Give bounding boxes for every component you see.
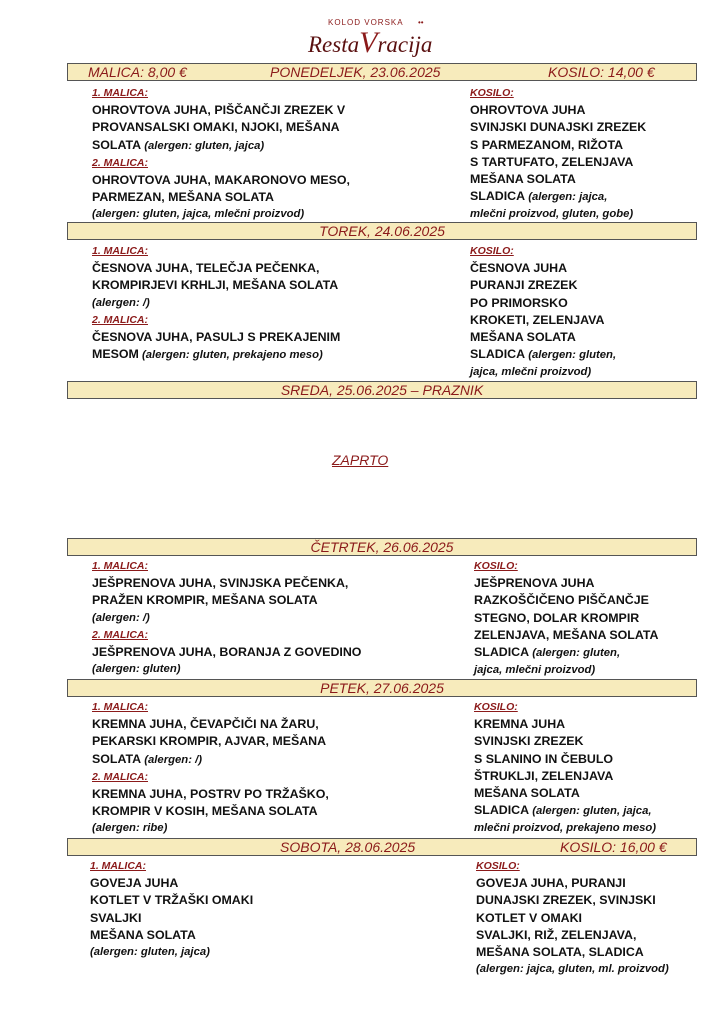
menu-line: PURANJI ZREZEK bbox=[470, 278, 578, 293]
allergen-note: (alergen: jajca, gluten, ml. proizvod) bbox=[476, 963, 669, 976]
allergen-note: mlečni proizvod, gluten, gobe) bbox=[470, 208, 634, 221]
allergen-note: (alergen: gluten, bbox=[529, 647, 621, 660]
day-title: PONEDELJEK, 23.06.2025 bbox=[270, 64, 441, 80]
meal-heading: 2. MALICA: bbox=[92, 156, 148, 169]
menu-line: JEŠPRENOVA JUHA, SVINJSKA PEČENKA, bbox=[92, 576, 349, 591]
menu-line: S TARTUFATO, ZELENJAVA bbox=[470, 154, 634, 169]
allergen-note: (alergen: /) bbox=[92, 611, 150, 624]
day-title: SOBOTA, 28.06.2025 bbox=[280, 839, 416, 855]
meal-heading: 2. MALICA: bbox=[92, 770, 148, 783]
menu-line bbox=[92, 137, 350, 155]
allergen-note: jajca, mlečni proizvod) bbox=[470, 366, 592, 379]
closed-notice: ZAPRTO bbox=[332, 452, 389, 468]
menu-line: ČESNOVA JUHA bbox=[470, 261, 568, 276]
day-title: SREDA, 25.06.2025 – PRAZNIK bbox=[280, 382, 484, 398]
menu-line: SVINJSKI ZREZEK bbox=[474, 734, 584, 749]
day-title: TOREK, 24.06.2025 bbox=[319, 223, 445, 239]
malica-price: MALICA: 8,00 € bbox=[88, 64, 187, 80]
restaurant-logo bbox=[306, 14, 436, 59]
saturday-kosilo-column bbox=[476, 858, 669, 978]
friday-kosilo-column bbox=[474, 699, 656, 838]
menu-line bbox=[470, 346, 616, 364]
menu-line: PROVANSALSKI OMAKI, NJOKI, MEŠANA bbox=[92, 120, 340, 135]
menu-line: JEŠPRENOVA JUHA bbox=[474, 576, 595, 591]
day-header-wednesday bbox=[67, 381, 697, 399]
menu-line-text: SLADICA bbox=[470, 189, 526, 204]
menu-line: KOTLET V TRŽAŠKI OMAKI bbox=[90, 893, 254, 908]
meal-heading: KOSILO: bbox=[474, 701, 518, 713]
menu-line: SVALJKI, RIŽ, ZELENJAVA, bbox=[476, 927, 637, 942]
allergen-note: (alergen: gluten, prekajeno meso) bbox=[138, 349, 323, 362]
allergen-note: (alergen: /) bbox=[92, 296, 150, 309]
tuesday-malica-column bbox=[92, 243, 340, 364]
menu-line: ŠTRUKLJI, ZELENJAVA bbox=[474, 768, 614, 783]
meal-heading: KOSILO: bbox=[474, 560, 518, 572]
menu-line: OHROVTOVA JUHA bbox=[470, 103, 586, 118]
menu-line: KREMNA JUHA bbox=[474, 717, 566, 732]
allergen-note: (alergen: gluten, jajca, mlečni proizvod) bbox=[92, 208, 305, 221]
allergen-note: (alergen: ribe) bbox=[92, 822, 168, 835]
allergen-note: (alergen: gluten, jajca, bbox=[529, 805, 652, 818]
menu-line: OHROVTOVA JUHA, PIŠČANČJI ZREZEK V bbox=[92, 103, 346, 118]
day-header-friday bbox=[67, 679, 697, 697]
allergen-note: (alergen: gluten, jajca) bbox=[141, 139, 265, 152]
meal-heading: 1. MALICA: bbox=[92, 87, 148, 99]
meal-heading: 1. MALICA: bbox=[92, 701, 148, 713]
menu-line: KOTLET V OMAKI bbox=[476, 910, 583, 925]
allergen-note: (alergen: jajca, bbox=[525, 191, 608, 204]
meal-heading: KOSILO: bbox=[470, 87, 514, 99]
day-title: ČETRTEK, 26.06.2025 bbox=[310, 539, 454, 555]
menu-line-text: SLADICA bbox=[470, 347, 526, 362]
menu-line: MEŠANA SOLATA bbox=[474, 786, 580, 801]
menu-line: RAZKOŠČIČENO PIŠČANČJE bbox=[474, 593, 649, 608]
menu-line: ČESNOVA JUHA, PASULJ S PREKAJENIM bbox=[92, 330, 341, 345]
meal-heading: 2. MALICA: bbox=[92, 313, 148, 326]
saturday-malica-column bbox=[90, 858, 253, 961]
kosilo-price: KOSILO: 16,00 € bbox=[560, 839, 667, 855]
menu-line: KROMPIR V KOSIH, MEŠANA SOLATA bbox=[92, 804, 318, 819]
menu-line: GOVEJA JUHA bbox=[90, 876, 179, 891]
day-header-saturday bbox=[67, 838, 697, 856]
menu-line: PARMEZAN, MEŠANA SOLATA bbox=[92, 190, 274, 205]
day-header-monday bbox=[67, 63, 697, 81]
menu-line-text: SLADICA bbox=[474, 645, 530, 660]
menu-line: STEGNO, DOLAR KROMPIR bbox=[474, 610, 640, 625]
menu-line: MEŠANA SOLATA, SLADICA bbox=[476, 945, 644, 960]
menu-line: MEŠANA SOLATA bbox=[90, 927, 196, 942]
day-title: PETEK, 27.06.2025 bbox=[320, 680, 444, 696]
allergen-note: (alergen: /) bbox=[141, 753, 202, 766]
friday-malica-column bbox=[92, 699, 329, 838]
menu-line: SVINJSKI DUNAJSKI ZREZEK bbox=[470, 120, 647, 135]
menu-line: KREMNA JUHA, ČEVAPČIČI NA ŽARU, bbox=[92, 717, 319, 732]
day-header-tuesday bbox=[67, 222, 697, 240]
menu-line: PO PRIMORSKO bbox=[470, 295, 568, 310]
menu-line: PRAŽEN KROMPIR, MEŠANA SOLATA bbox=[92, 593, 318, 608]
menu-line: ČESNOVA JUHA, TELEČJA PEČENKA, bbox=[92, 261, 320, 276]
allergen-note: mlečni proizvod, prekajeno meso) bbox=[474, 822, 657, 835]
allergen-note: (alergen: gluten, jajca) bbox=[90, 946, 210, 959]
meal-heading: KOSILO: bbox=[476, 860, 520, 872]
logo-top-text: KOLOD VORSKA bbox=[328, 18, 404, 27]
meal-heading: KOSILO: bbox=[470, 245, 514, 257]
logo-dots: •• bbox=[418, 18, 424, 27]
day-header-thursday bbox=[67, 538, 697, 556]
menu-line: MEŠANA SOLATA bbox=[470, 172, 576, 187]
menu-line: KROMPIRJEVI KRHLJI, MEŠANA SOLATA bbox=[92, 278, 339, 293]
allergen-note: jajca, mlečni proizvod) bbox=[474, 664, 596, 677]
allergen-note: (alergen: gluten) bbox=[92, 663, 181, 676]
monday-kosilo-column bbox=[470, 85, 646, 224]
menu-line: S PARMEZANOM, RIŽOTA bbox=[470, 137, 624, 152]
menu-line bbox=[474, 802, 656, 820]
menu-line: GOVEJA JUHA, PURANJI bbox=[476, 876, 626, 891]
menu-line: MEŠANA SOLATA bbox=[470, 330, 576, 345]
menu-line: JEŠPRENOVA JUHA, BORANJA Z GOVEDINO bbox=[92, 645, 362, 660]
menu-line-text: SLADICA bbox=[474, 803, 530, 818]
menu-line bbox=[474, 644, 658, 662]
menu-line: OHROVTOVA JUHA, MAKARONOVO MESO, bbox=[92, 173, 350, 188]
menu-line bbox=[470, 188, 646, 206]
menu-line: DUNAJSKI ZREZEK, SVINJSKI bbox=[476, 893, 656, 908]
thursday-malica-column bbox=[92, 558, 361, 678]
menu-line: SVALJKI bbox=[90, 910, 142, 925]
menu-line-text: SOLATA bbox=[92, 751, 142, 766]
kosilo-price: KOSILO: 14,00 € bbox=[548, 64, 655, 80]
menu-line-text: MESOM bbox=[92, 347, 139, 362]
meal-heading: 2. MALICA: bbox=[92, 628, 148, 641]
menu-line: PEKARSKI KROMPIR, AJVAR, MEŠANA bbox=[92, 734, 327, 749]
menu-line bbox=[92, 346, 340, 364]
menu-line: S SLANINO IN ČEBULO bbox=[474, 751, 614, 766]
meal-heading: 1. MALICA: bbox=[92, 245, 148, 257]
tuesday-kosilo-column bbox=[470, 243, 616, 382]
menu-line: KROKETI, ZELENJAVA bbox=[470, 312, 605, 327]
meal-heading: 1. MALICA: bbox=[90, 860, 146, 872]
monday-malica-column bbox=[92, 85, 350, 224]
meal-heading: 1. MALICA: bbox=[92, 560, 148, 572]
thursday-kosilo-column bbox=[474, 558, 658, 679]
allergen-note: (alergen: gluten, bbox=[525, 349, 617, 362]
menu-line-text: SOLATA bbox=[92, 137, 142, 152]
menu-line: ZELENJAVA, MEŠANA SOLATA bbox=[474, 627, 659, 642]
menu-line: KREMNA JUHA, POSTRV PO TRŽAŠKO, bbox=[92, 787, 329, 802]
menu-line bbox=[92, 751, 329, 769]
logo-main-text: RestaVracija bbox=[308, 26, 433, 59]
